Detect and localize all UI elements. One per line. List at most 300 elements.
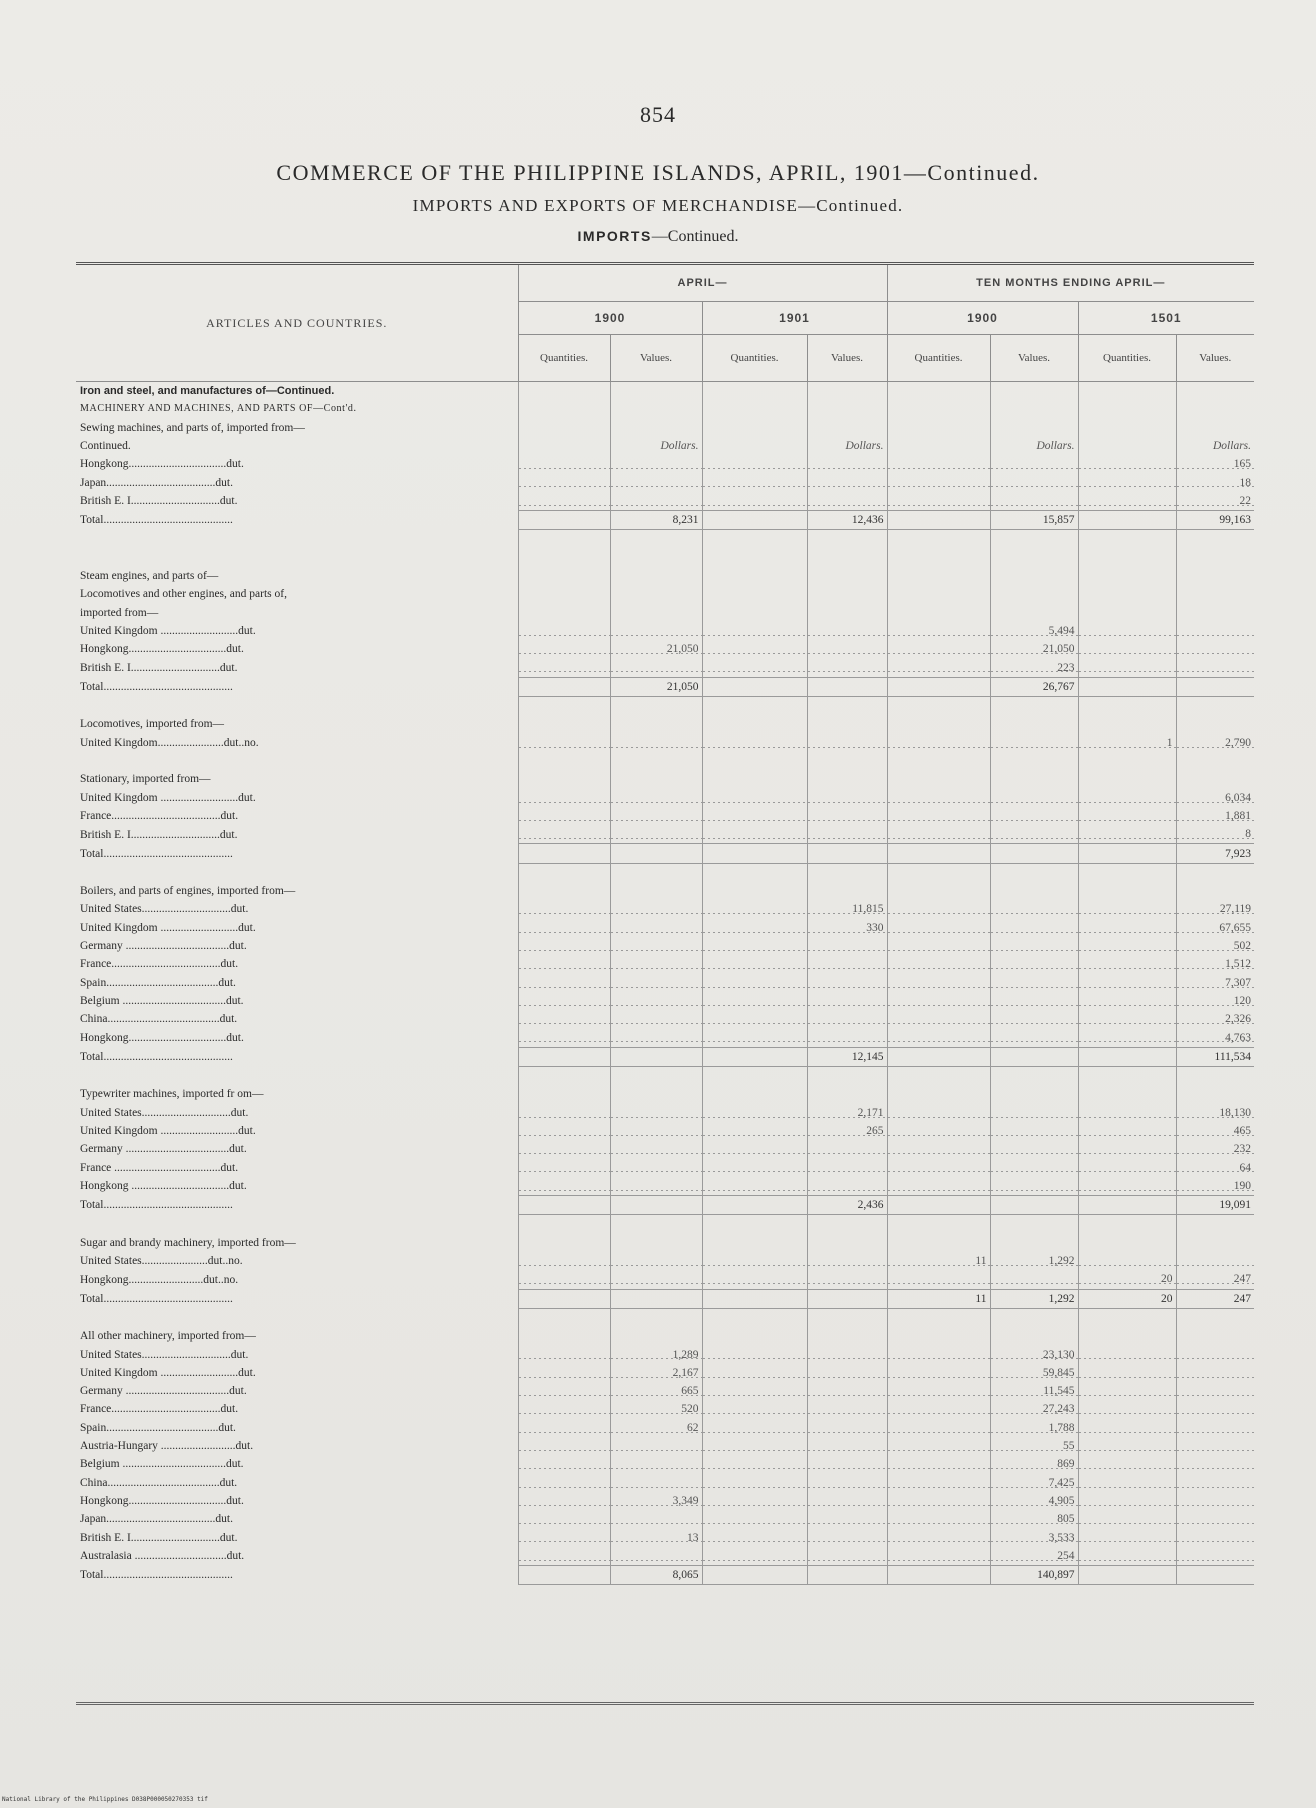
quantity-cell [702,1215,807,1234]
row-label: United Kingdom ...........................dut. [80,1125,256,1138]
quantity-cell [1078,1492,1176,1510]
quantity-cell [518,658,610,677]
quantity-cell [518,1010,610,1028]
row-label: Japan......................................dut. [80,1513,234,1526]
value-cell [610,1122,702,1140]
table-row [76,530,1254,549]
value-cell [610,1474,702,1492]
value-cell [807,382,887,401]
value-cell [1176,1327,1254,1345]
quantity-cell [1078,1252,1176,1270]
value-cell [990,1308,1078,1327]
quantity-cell [518,437,610,455]
value-cell [610,1196,702,1215]
quantity-cell [887,622,990,640]
quantity-cell [887,974,990,992]
quantity-cell [1078,1122,1176,1140]
quantity-cell [887,1028,990,1047]
quantity-cell [887,437,990,455]
quantity-cell [702,604,807,622]
header-year-april-1900: 1900 [518,302,702,335]
quantity-cell [702,1474,807,1492]
row-label [76,1308,518,1327]
value-cell [807,1364,887,1382]
quantity-cell [887,1104,990,1122]
quantity-cell [1078,1400,1176,1418]
value-cell [1176,1215,1254,1234]
value-cell [990,1122,1078,1140]
quantity-cell [702,789,807,807]
table-row [76,1528,1254,1546]
quantity-cell [887,1547,990,1566]
quantity-cell [518,1547,610,1566]
quantity-cell [702,455,807,473]
value-cell [990,1196,1078,1215]
quantity-cell [1078,1140,1176,1158]
quantity-cell [702,622,807,640]
table-row [76,697,1254,716]
value-cell [610,752,702,770]
quantity-cell [1078,419,1176,437]
quantity-cell [518,992,610,1010]
value-cell [610,789,702,807]
value-cell: 8,231 [610,511,702,530]
row-label: Boilers, and parts of engines, imported from— [80,885,296,898]
header-quantities: Quantities. [702,335,807,382]
quantity-cell [518,1028,610,1047]
value-cell [1176,1419,1254,1437]
quantity-cell [518,1382,610,1400]
value-cell [610,419,702,437]
value-cell [610,1085,702,1103]
quantity-cell [702,1419,807,1437]
value-cell: 7,923 [1176,844,1254,863]
quantity-cell [887,1047,990,1066]
value-cell: 4,763 [1176,1028,1254,1047]
quantity-cell [518,1196,610,1215]
quantity-cell [1078,752,1176,770]
row-label: Austria-Hungary ..........................dut. [80,1440,254,1453]
table-row [76,1419,1254,1437]
quantity-cell [702,1158,807,1176]
value-cell [610,844,702,863]
value-cell [990,1177,1078,1196]
row-label: France......................................dut. [80,958,239,971]
quantity-cell [702,437,807,455]
value-cell [807,1510,887,1528]
quantity-cell [518,400,610,418]
table-row [76,734,1254,752]
value-cell: 869 [990,1455,1078,1473]
quantity-cell [518,919,610,937]
quantity-cell [1078,697,1176,716]
value-cell [807,937,887,955]
quantity-cell [887,419,990,437]
quantity-cell [1078,1528,1176,1546]
value-cell [807,530,887,549]
value-cell [807,1455,887,1473]
quantity-cell [1078,919,1176,937]
value-cell: 21,050 [990,640,1078,658]
value-cell [1176,382,1254,401]
value-cell [610,992,702,1010]
row-label: France......................................dut. [80,809,239,822]
quantity-cell [518,549,610,567]
quantity-cell [1078,1010,1176,1028]
row-label: All other machinery, imported from— [80,1330,256,1343]
value-cell [610,382,702,401]
value-cell [807,473,887,491]
quantity-cell [1078,789,1176,807]
value-cell [990,715,1078,733]
row-label: United States.......................dut..no. [80,1255,243,1268]
value-cell: 465 [1176,1122,1254,1140]
value-cell: 67,655 [1176,919,1254,937]
quantity-cell [1078,863,1176,882]
quantity-cell [887,1085,990,1103]
row-label: United States...............................dut. [80,903,249,916]
value-cell [610,919,702,937]
value-cell: 1,292 [990,1252,1078,1270]
row-label: Iron and steel, and manufactures of—Continued. [80,385,335,398]
quantity-cell [1078,658,1176,677]
value-cell [990,549,1078,567]
value-cell: 3,349 [610,1492,702,1510]
quantity-cell [702,1510,807,1528]
value-cell [1176,658,1254,677]
table-row [76,1158,1254,1176]
value-cell [1176,567,1254,585]
quantity-cell [1078,437,1176,455]
value-cell: 1,292 [990,1289,1078,1308]
row-label: United Kingdom ...........................dut. [80,921,256,934]
value-cell [807,844,887,863]
table-row [76,1345,1254,1363]
row-label: France......................................dut. [80,1403,239,1416]
value-cell [610,1158,702,1176]
quantity-cell [702,697,807,716]
table-row [76,1252,1254,1270]
quantity-cell [702,974,807,992]
value-cell [610,1177,702,1196]
row-label: Hongkong..........................dut..no. [80,1273,239,1286]
value-cell [1176,770,1254,788]
table-row [76,622,1254,640]
value-cell: 21,050 [610,640,702,658]
quantity-cell [518,1234,610,1252]
quantity-cell [1078,1158,1176,1176]
value-cell [610,1140,702,1158]
table-row [76,1140,1254,1158]
value-cell [610,900,702,918]
row-label: Germany ....................................dut. [80,1385,247,1398]
quantity-cell [518,473,610,491]
table-row [76,1270,1254,1289]
page-title: COMMERCE OF THE PHILIPPINE ISLANDS, APRIL, 1901—Continued. [276,160,1040,185]
quantity-cell [1078,1177,1176,1196]
value-cell [610,715,702,733]
quantity-cell [702,900,807,918]
value-cell [1176,400,1254,418]
value-cell [807,1528,887,1546]
quantity-cell [702,658,807,677]
quantity-cell [1078,473,1176,491]
value-cell [610,1289,702,1308]
table-row [76,807,1254,825]
quantity-cell [518,492,610,511]
value-cell: 7,425 [990,1474,1078,1492]
table-row [76,1047,1254,1066]
quantity-cell [702,1196,807,1215]
value-cell [1176,622,1254,640]
quantity-cell [702,549,807,567]
value-cell: 330 [807,919,887,937]
quantity-cell [702,567,807,585]
quantity-cell [518,1140,610,1158]
quantity-cell [702,1252,807,1270]
quantity-cell [518,974,610,992]
value-cell [610,1066,702,1085]
table-row [76,974,1254,992]
value-cell [990,863,1078,882]
value-cell: 15,857 [990,511,1078,530]
section-heading-bold: IMPORTS [577,228,652,244]
value-cell [610,1104,702,1122]
value-cell [610,1215,702,1234]
row-label: imported from— [80,606,159,619]
value-cell [610,1270,702,1289]
value-cell [1176,1400,1254,1418]
quantity-cell [887,640,990,658]
quantity-cell [518,807,610,825]
value-cell [610,530,702,549]
value-cell [1176,1364,1254,1382]
quantity-cell: 11 [887,1252,990,1270]
value-cell [990,530,1078,549]
table-row [76,567,1254,585]
quantity-cell [1078,1308,1176,1327]
quantity-cell [702,955,807,973]
quantity-cell [887,1196,990,1215]
table-row [76,492,1254,511]
quantity-cell [887,1437,990,1455]
value-cell [610,770,702,788]
table-row [76,1400,1254,1418]
quantity-cell [702,1382,807,1400]
table-row [76,419,1254,437]
header-quantities: Quantities. [887,335,990,382]
value-cell [1176,1382,1254,1400]
table-row [76,1104,1254,1122]
quantity-cell [1078,622,1176,640]
table-row [76,400,1254,418]
quantity-cell [518,955,610,973]
value-cell [610,1010,702,1028]
quantity-cell: 1 [1078,734,1176,752]
table-row [76,1566,1254,1585]
value-cell: 13 [610,1528,702,1546]
value-cell [807,1234,887,1252]
value-cell: 520 [610,1400,702,1418]
table-row [76,1010,1254,1028]
value-cell [807,1270,887,1289]
quantity-cell [702,1270,807,1289]
quantity-cell [702,1308,807,1327]
value-cell [610,1028,702,1047]
table-row [76,437,1254,455]
row-label: Total............................................. [80,680,233,693]
value-cell [1176,640,1254,658]
value-cell: 1,289 [610,1345,702,1363]
quantity-cell [887,1528,990,1546]
value-cell: 23,130 [990,1345,1078,1363]
value-cell [610,882,702,900]
quantity-cell [702,863,807,882]
value-cell: Dollars. [1176,437,1254,455]
quantity-cell [1078,974,1176,992]
row-label: France .....................................dut. [80,1161,239,1174]
quantity-cell [702,1400,807,1418]
table-row [76,658,1254,677]
value-cell [990,825,1078,844]
table-row [76,1364,1254,1382]
value-cell [1176,1510,1254,1528]
row-label: Hongkong ..................................dut. [80,1180,247,1193]
quantity-cell [887,1419,990,1437]
quantity-cell [702,530,807,549]
value-cell [1176,1566,1254,1585]
quantity-cell [1078,882,1176,900]
quantity-cell [702,640,807,658]
quantity-cell [1078,992,1176,1010]
value-cell [610,1252,702,1270]
value-cell: 247 [1176,1270,1254,1289]
row-label [76,549,518,567]
table-row [76,937,1254,955]
quantity-cell [887,882,990,900]
table-row [76,640,1254,658]
value-cell [807,400,887,418]
header-april: APRIL— [518,264,887,302]
quantity-cell [887,825,990,844]
value-cell [807,1010,887,1028]
value-cell [1176,1234,1254,1252]
bottom-rule [76,1702,1254,1705]
quantity-cell [702,1566,807,1585]
value-cell [807,1547,887,1566]
value-cell [807,677,887,696]
value-cell [807,567,887,585]
value-cell [610,567,702,585]
value-cell [807,585,887,603]
value-cell [990,492,1078,511]
value-cell [1176,1528,1254,1546]
value-cell [1176,1085,1254,1103]
quantity-cell [702,1528,807,1546]
table-row [76,1215,1254,1234]
value-cell: 8 [1176,825,1254,844]
quantity-cell [1078,955,1176,973]
value-cell [807,640,887,658]
row-label [76,1066,518,1085]
value-cell [990,455,1078,473]
value-cell: 59,845 [990,1364,1078,1382]
table-row [76,919,1254,937]
quantity-cell [702,807,807,825]
value-cell [610,455,702,473]
quantity-cell [1078,1455,1176,1473]
quantity-cell [518,844,610,863]
value-cell [807,992,887,1010]
quantity-cell [518,770,610,788]
quantity-cell [887,1327,990,1345]
value-cell [807,1158,887,1176]
table-row [76,789,1254,807]
value-cell [807,604,887,622]
quantity-cell [1078,770,1176,788]
value-cell [990,974,1078,992]
value-cell: 223 [990,658,1078,677]
quantity-cell [518,1400,610,1418]
value-cell [990,992,1078,1010]
table-row [76,1437,1254,1455]
quantity-cell [1078,677,1176,696]
row-label [76,530,518,549]
value-cell [807,622,887,640]
quantity-cell [887,1308,990,1327]
value-cell [610,1510,702,1528]
table-row [76,900,1254,918]
value-cell: 1,512 [1176,955,1254,973]
value-cell: 2,167 [610,1364,702,1382]
quantity-cell [518,752,610,770]
quantity-cell [518,1158,610,1176]
row-label: Hongkong..................................dut. [80,458,244,471]
row-label [76,752,518,770]
row-label: Hongkong..................................dut. [80,1031,244,1044]
value-cell [610,825,702,844]
value-cell [990,807,1078,825]
table-row [76,863,1254,882]
value-cell: 165 [1176,455,1254,473]
value-cell [807,1177,887,1196]
value-cell [807,419,887,437]
value-cell [807,455,887,473]
quantity-cell [1078,530,1176,549]
value-cell [610,1047,702,1066]
quantity-cell [702,825,807,844]
value-cell [990,1215,1078,1234]
quantity-cell [702,1140,807,1158]
quantity-cell [702,473,807,491]
header-articles: ARTICLES AND COUNTRIES. [76,264,518,382]
quantity-cell [702,1085,807,1103]
quantity-cell [1078,1345,1176,1363]
quantity-cell [887,1010,990,1028]
value-cell [807,734,887,752]
table-row [76,1547,1254,1566]
header-ten-months: TEN MONTHS ENDING APRIL— [887,264,1254,302]
quantity-cell [887,807,990,825]
quantity-cell [518,900,610,918]
value-cell [807,1492,887,1510]
value-cell: 1,881 [1176,807,1254,825]
section-heading [0,228,1316,246]
quantity-cell [702,492,807,511]
scan-footer: National Library of the Philippines D038P000050270353 tif [2,1796,208,1803]
value-cell [610,863,702,882]
value-cell [610,473,702,491]
